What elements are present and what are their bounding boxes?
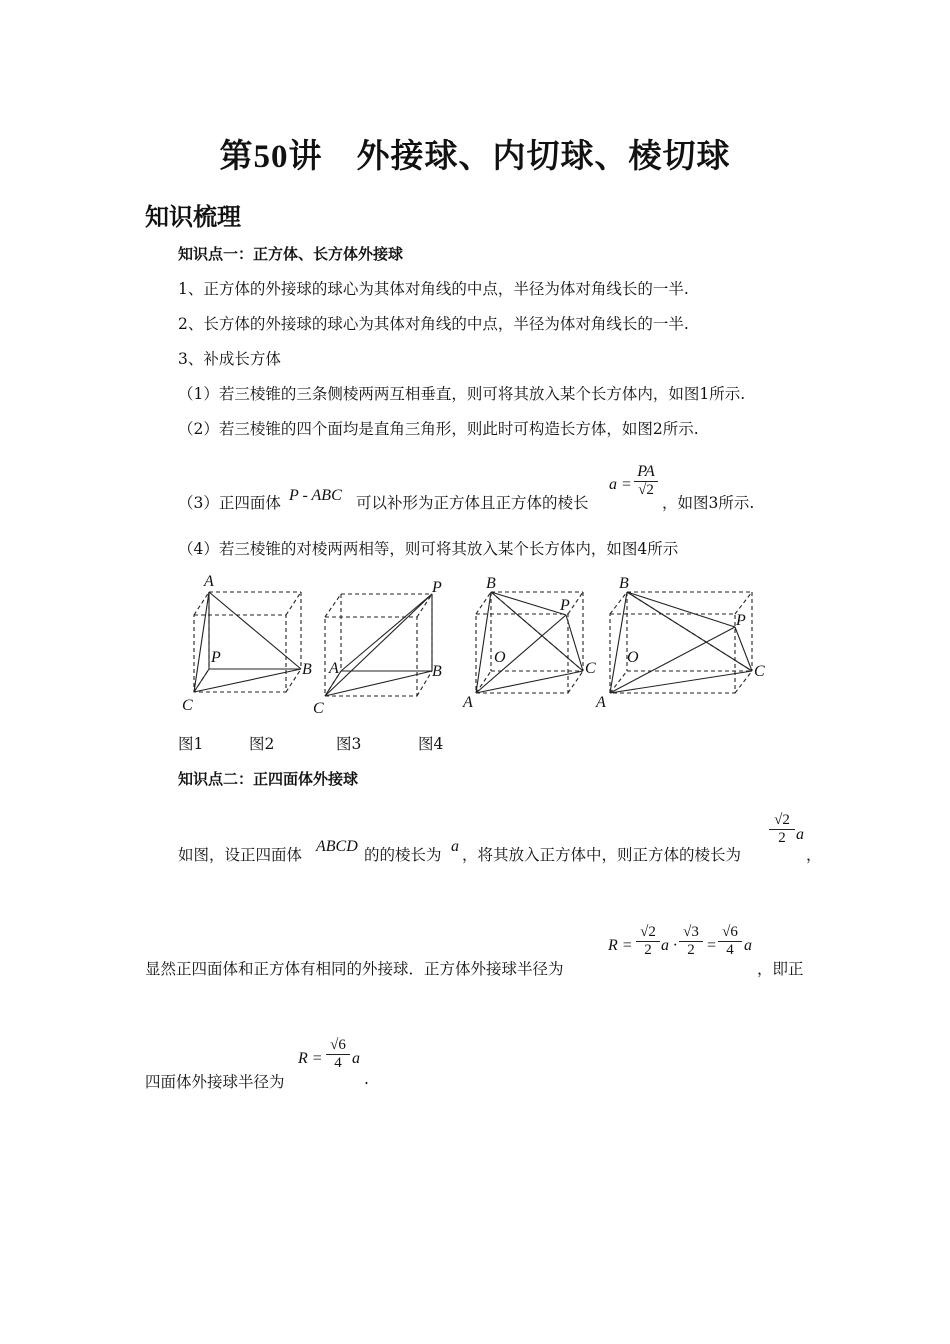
r-a1: a ·: [661, 937, 677, 954]
r2-lhs: R =: [298, 1050, 323, 1067]
kp2-abcd: ABCD: [316, 838, 358, 855]
kp1-line3: 3、补成长方体: [178, 350, 281, 368]
figure-1-box: [194, 592, 301, 692]
fig4-caption: 图4: [418, 735, 444, 753]
sqrt-icon: √: [774, 812, 783, 828]
kp2-para1-c: ，将其放入正方体中，则正方体的棱长为: [462, 846, 742, 864]
kp2-para3-end: .: [364, 1070, 369, 1088]
fig3-label-c: C: [313, 700, 324, 717]
fig1-label-p: P: [211, 649, 221, 666]
fig3-label-p: P: [432, 579, 442, 596]
kp1-line2: 2、长方体的外接球的球心为其体对角线的中点，半径为体对角线长的一半.: [178, 315, 689, 333]
fig5-label-o: O: [627, 649, 639, 666]
kp1-item3-lhs: a =: [609, 476, 632, 493]
kp1-item2: （2）若三棱锥的四个面均是直角三角形，则此时可构造长方体，如图2所示.: [178, 420, 699, 438]
figures-strip: [170, 570, 790, 720]
r-eq: =: [706, 937, 717, 954]
fig4-label-b: B: [486, 575, 496, 592]
fig5-label-p: P: [736, 612, 746, 629]
sqrt-icon: √: [330, 1037, 339, 1053]
r-lhs: R =: [608, 937, 633, 954]
fig3-caption: 图3: [336, 735, 362, 753]
fig1-caption: 图1: [178, 735, 204, 753]
kp1-item4: （4）若三棱锥的对棱两两相等，则可将其放入某个长方体内，如图4所示: [178, 540, 679, 558]
edge-fraction: √2 2: [769, 812, 795, 847]
kp1-item1: （1）若三棱锥的三条侧棱两两互相垂直，则可将其放入某个长方体内，如图1所示.: [178, 385, 746, 403]
fig3-label-b: B: [432, 663, 442, 680]
page-title: 第50讲 外接球、内切球、棱切球: [219, 139, 731, 175]
kp1-item3-a: （3）正四面体: [178, 494, 281, 512]
fig5-label-c: C: [754, 663, 765, 680]
kp2-heading: 知识点二：正四面体外接球: [178, 770, 359, 788]
kp1-item3-den: 2: [646, 482, 654, 498]
kp1-item3-pabc: P - ABC: [289, 487, 342, 504]
kp2-para1-b: 的的棱长为: [364, 846, 442, 864]
kp2-para2-b: ，即正: [757, 960, 804, 978]
fig4-label-o: O: [494, 649, 506, 666]
figure-3-box: [325, 594, 432, 696]
fig1-label-a: A: [204, 573, 214, 590]
r2-a: a: [352, 1050, 360, 1067]
fig1-label-c: C: [182, 697, 193, 714]
sqrt-icon: √: [640, 924, 649, 940]
kp1-item3-c: ，如图3所示.: [662, 494, 755, 512]
r-a2: a: [744, 937, 752, 954]
kp1-item3-num: PA: [637, 463, 655, 480]
figure-5-box: [610, 592, 752, 693]
kp1-item3-b: 可以补形为正方体且正方体的棱长: [356, 494, 589, 512]
kp1-heading: 知识点一：正方体、长方体外接球: [178, 245, 404, 263]
sqrt-icon: √: [683, 924, 692, 940]
kp1-line1: 1、正方体的外接球的球心为其体对角线的中点，半径为体对角线长的一半.: [178, 280, 689, 298]
kp2-para1-a: 如图，设正四面体: [178, 846, 303, 864]
fig4-label-p: P: [560, 597, 570, 614]
r2-fraction: √6 4: [326, 1037, 350, 1072]
fig2-caption: 图2: [249, 735, 275, 753]
kp1-item3-fraction: [634, 463, 658, 499]
fig5-label-b: B: [619, 575, 629, 592]
fig3-label-a: A: [329, 660, 339, 677]
fig4-label-a: A: [463, 694, 473, 711]
kp2-a-symbol: a: [451, 838, 459, 855]
fig4-label-c: C: [585, 660, 596, 677]
kp2-para1-end: ，: [806, 846, 822, 864]
fig1-label-b: B: [302, 661, 312, 678]
kp2-para2-a: 显然正四面体和正方体有相同的外接球．正方体外接球半径为: [145, 960, 564, 978]
sqrt-icon: √: [722, 924, 731, 940]
fig5-label-a: A: [596, 694, 606, 711]
r-fraction-2: √3 2: [679, 924, 703, 959]
edge-var: a: [796, 826, 804, 843]
r-fraction-3: √6 4: [718, 924, 742, 959]
r-fraction-1: √2 2: [636, 924, 660, 959]
section-heading: 知识梳理: [145, 202, 241, 231]
kp2-para3-a: 四面体外接球半径为: [145, 1073, 285, 1091]
sqrt-icon: √: [638, 482, 647, 498]
